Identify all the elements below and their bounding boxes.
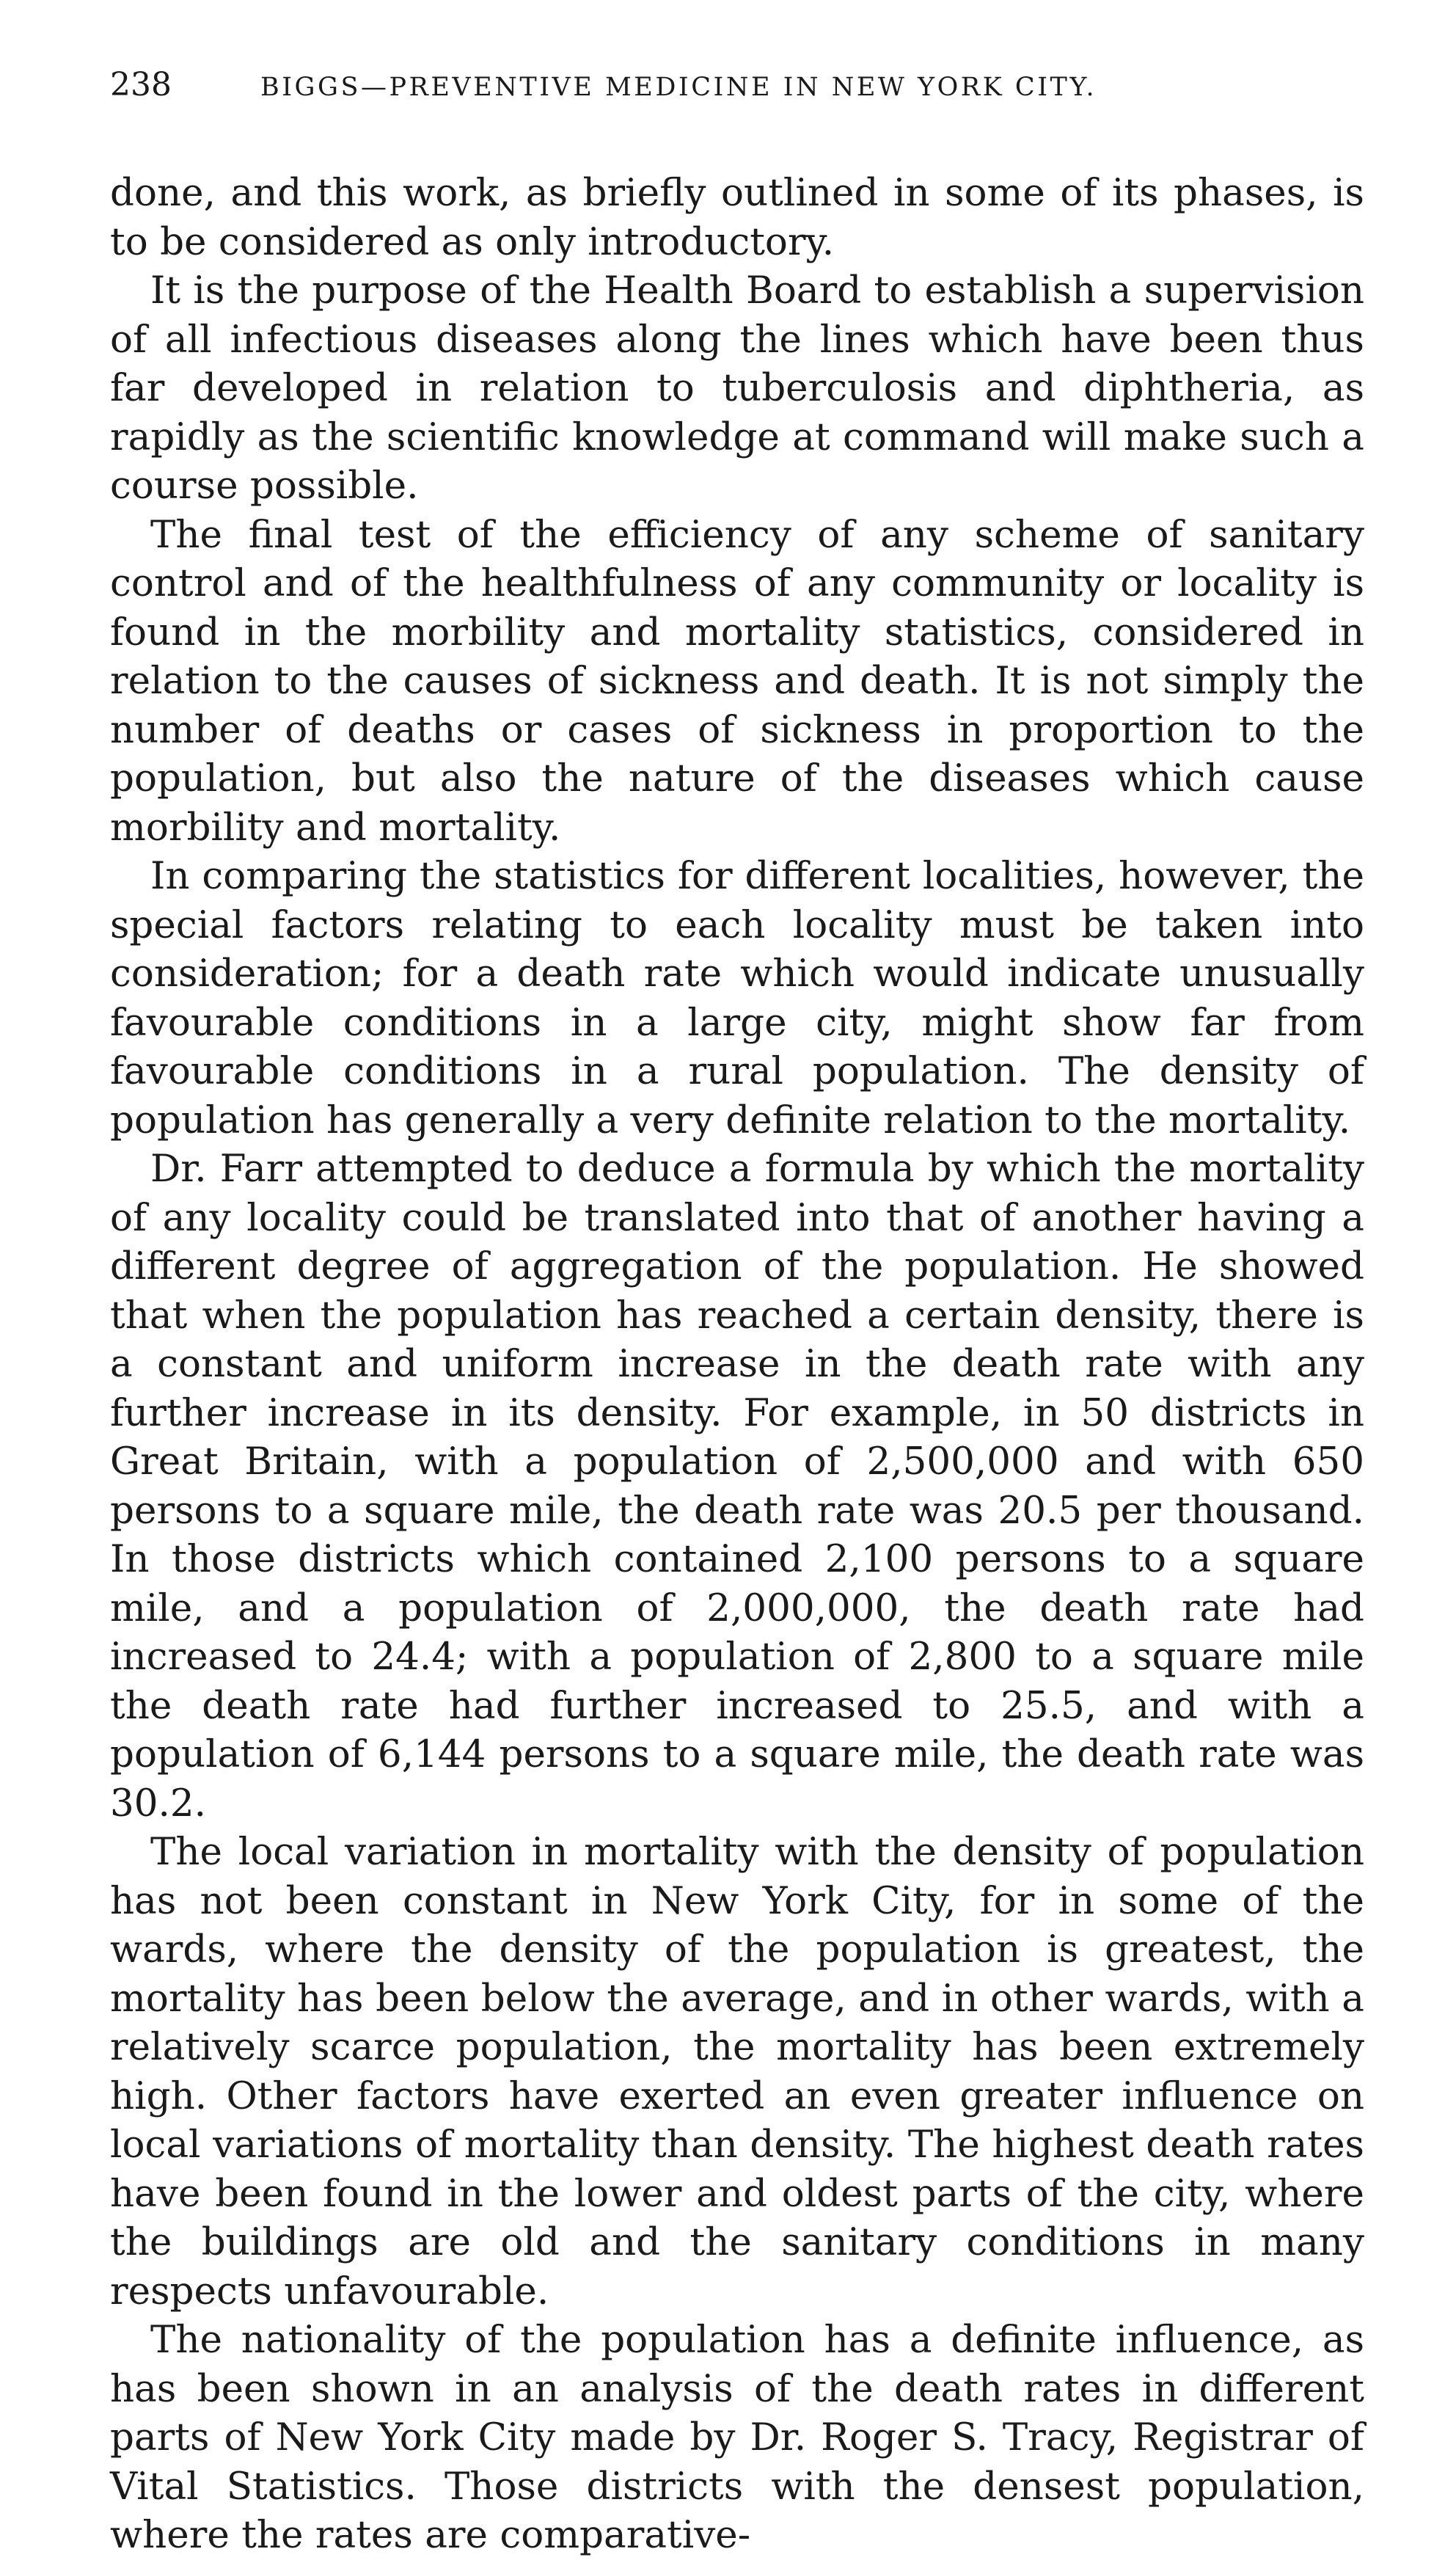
- body-text: [110, 169, 1364, 2560]
- book-page: [110, 66, 1364, 2560]
- paragraph-local-variation: The local variation in mortality with the density of population has not been constant in New York City, for in some of the wards, where the density of the population is greatest, the mortality has been below the average, and in other wards, with a relatively scarce population, the mortality has been extremely high. Other factors have exerted an even greater influence on local variations of mortality than density. The highest death rates have been found in the lower and oldest parts of the city, where the buildings are old and the sanitary conditions in many respects unfavourable.: [110, 1830, 1364, 2313]
- page-number: 238: [110, 66, 172, 103]
- paragraph-nationality: The nationality of the population has a definite influence, as has been shown in an analysis of the death rates in different parts of New York City made by Dr. Roger S. Tracy, Registrar of Vital Statistics. Those districts with the densest population, where the rates are comparative-: [110, 2318, 1364, 2557]
- paragraph-dr-farr: Dr. Farr attempted to deduce a formula by which the mortality of any locality could be translated into that of another having a different degree of aggregation of the population. He showed that when the population has reached a certain density, there is a constant and uniform increase in the death rate with any further increase in its density. For example, in 50 districts in Great Britain, with a population of 2,500,000 and with 650 persons to a square mile, the death rate was 20.5 per thousand. In those districts which contained 2,100 persons to a square mile, and a population of 2,000,000, the death rate had increased to 24.4; with a population of 2,800 to a square mile the death rate had further increased to 25.5, and with a population of 6,144 persons to a square mile, the death rate was 30.2.: [110, 1147, 1364, 1826]
- running-title: BIGGS—PREVENTIVE MEDICINE IN NEW YORK CITY.: [260, 73, 1097, 102]
- paragraph-comparing-statistics: In comparing the statistics for different localities, however, the special factors relating to each locality must be taken into consideration; for a death rate which would indicate unusually favourable conditions in a large city, might show far from favourable conditions in a rural population. The density of population has generally a very definite relation to the mortality.: [110, 854, 1364, 1142]
- paragraph-final-test: The final test of the efficiency of any scheme of sanitary control and of the healthfulness of any community or locality is found in the morbility and mortality statistics, considered in relation to the causes of sickness and death. It is not simply the number of deaths or cases of sickness in proportion to the population, but also the nature of the diseases which cause morbility and mortality.: [110, 512, 1364, 850]
- paragraph-health-board: It is the purpose of the Health Board to establish a supervision of all infectious diseases along the lines which have been thus far developed in relation to tuberculosis and diphtheria, as rapidly as the scientific knowledge at command will make such a course possible.: [110, 269, 1364, 508]
- paragraph-continuation: done, and this work, as briefly outlined in some of its phases, is to be considered as only introductory.: [110, 171, 1364, 264]
- running-head: [110, 66, 1364, 117]
